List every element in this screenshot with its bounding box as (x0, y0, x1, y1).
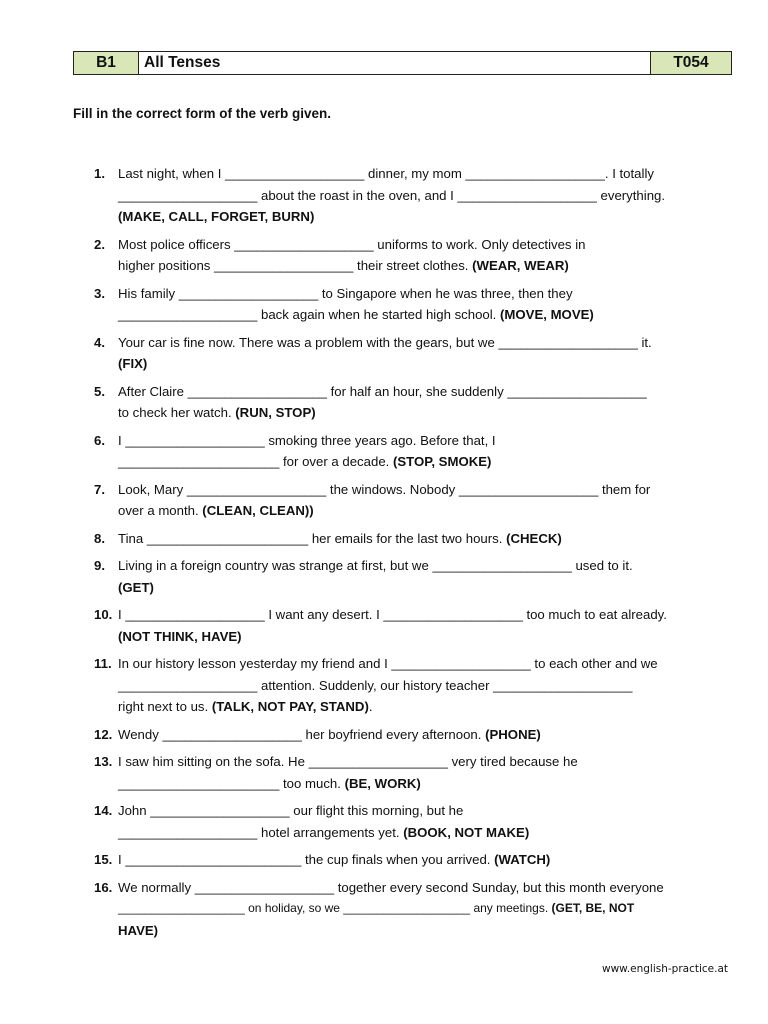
sentence-text: Last night, when I ___________________ dinner, my mom ___________________. I totally (118, 166, 654, 181)
item-line (118, 800, 734, 822)
item-line (118, 724, 734, 746)
item-line (118, 849, 734, 871)
verb-hint: (NOT THINK, HAVE) (118, 628, 242, 644)
item-line (118, 185, 734, 207)
sentence-text: ___________________ about the roast in the oven, and I ___________________ everything. (118, 187, 666, 203)
item-line (118, 500, 734, 522)
item-number: 4. (94, 334, 105, 350)
sentence-text: We normally ___________________ together every second Sunday, but this month everyone (118, 879, 664, 895)
sentence-text: higher positions ___________________ their street clothes. (118, 258, 473, 273)
level-label: B1 (74, 52, 139, 74)
exercise-item (94, 528, 734, 550)
item-number: 9. (94, 558, 105, 573)
item-line (118, 898, 734, 920)
sentence-text: Look, Mary ___________________ the windows. Nobody ___________________ them for (118, 481, 651, 497)
worksheet-header (73, 51, 732, 75)
exercise-item (94, 555, 734, 598)
exercise-item (94, 849, 734, 871)
item-number: 15. (94, 852, 113, 867)
exercise-item (94, 877, 734, 942)
exercise-list (94, 163, 734, 947)
exercise-item (94, 332, 734, 375)
item-number: 14. (94, 803, 113, 818)
item-line (118, 675, 734, 697)
item-number: 5. (94, 383, 105, 399)
sentence-text: ___________________ on holiday, so we ___________________ any meetings. (118, 901, 552, 915)
sentence-text: ___________________ hotel arrangements yet. (118, 824, 404, 840)
sentence-text: right next to us. (118, 699, 212, 714)
sentence-text: I saw him sitting on the sofa. He ___________________ very tired because he (118, 754, 578, 769)
item-number: 2. (94, 236, 105, 252)
sentence-text: Living in a foreign country was strange at first, but we ___________________ used to it. (118, 558, 633, 573)
sentence-text: John ___________________ our flight this morning, but he (118, 803, 464, 818)
item-number: 7. (94, 481, 105, 497)
item-text (118, 234, 734, 277)
item-text (118, 163, 734, 228)
item-text (118, 800, 734, 843)
item-text (118, 430, 734, 473)
item-line (118, 332, 734, 354)
item-line (118, 653, 734, 675)
sentence-text: ___________________ back again when he started high school. (118, 307, 501, 322)
sentence-text: I ___________________ I want any desert. I ___________________ too much to eat already. (118, 607, 667, 622)
item-line (118, 381, 734, 403)
footer-url: www.english-practice.at (601, 963, 728, 975)
trailing-punctuation: . (368, 699, 373, 714)
item-line (118, 626, 734, 648)
verb-hint: (BE, WORK) (344, 775, 421, 791)
verb-hint: (FIX) (118, 356, 148, 371)
worksheet-code: T054 (651, 52, 731, 74)
sentence-text: In our history lesson yesterday my friend and I ___________________ to each other and we (118, 656, 658, 671)
item-text (118, 381, 734, 424)
sentence-text: His family ___________________ to Singapore when he was three, then they (118, 285, 573, 301)
item-text (118, 724, 734, 746)
exercise-item (94, 283, 734, 326)
exercise-item (94, 604, 734, 647)
item-line (118, 353, 734, 375)
exercise-item (94, 724, 734, 746)
item-line (118, 283, 734, 305)
exercise-item (94, 430, 734, 473)
verb-hint: (WEAR, WEAR) (472, 258, 569, 273)
item-line (118, 402, 734, 424)
worksheet-title: All Tenses (139, 52, 651, 74)
sentence-text: ___________________ attention. Suddenly, our history teacher ___________________ (118, 677, 633, 693)
sentence-text: over a month. (118, 503, 203, 518)
item-line (118, 255, 734, 277)
item-number: 16. (94, 879, 113, 895)
verb-hint: (MAKE, CALL, FORGET, BURN) (118, 209, 315, 224)
item-text (118, 849, 734, 871)
item-line (118, 604, 734, 626)
sentence-text: I ________________________ the cup finals when you arrived. (118, 852, 495, 867)
verb-hint: (MOVE, MOVE) (500, 307, 594, 322)
verb-hint: (RUN, STOP) (235, 405, 316, 420)
item-line (118, 304, 734, 326)
sentence-text: Your car is fine now. There was a problem with the gears, but we ___________________ it. (118, 334, 652, 350)
sentence-text: to check her watch. (118, 405, 236, 420)
item-text (118, 653, 734, 718)
item-line (118, 163, 734, 185)
item-text (118, 332, 734, 375)
exercise-item (94, 163, 734, 228)
sentence-text: ______________________ too much. (118, 775, 345, 791)
exercise-item (94, 234, 734, 277)
item-number: 13. (94, 754, 113, 769)
verb-hint: (GET, BE, NOT (551, 901, 635, 915)
sentence-text: Tina ______________________ her emails for the last two hours. (118, 530, 507, 546)
item-text (118, 283, 734, 326)
sentence-text: ______________________ for over a decade. (118, 454, 393, 469)
item-line (118, 479, 734, 501)
item-number: 8. (94, 530, 105, 546)
verb-hint: (GET) (118, 579, 154, 595)
item-line (118, 751, 734, 773)
verb-hint: HAVE) (118, 922, 159, 938)
sentence-text: I ___________________ smoking three years ago. Before that, I (118, 432, 496, 448)
verb-hint: (CLEAN, CLEAN)) (202, 503, 314, 518)
item-text (118, 604, 734, 647)
verb-hint: (PHONE) (485, 726, 541, 742)
item-line (118, 920, 734, 942)
item-line (118, 430, 734, 452)
item-number: 6. (94, 432, 105, 448)
item-number: 3. (94, 285, 105, 301)
verb-hint: (BOOK, NOT MAKE) (403, 824, 530, 840)
verb-hint: (TALK, NOT PAY, STAND) (211, 699, 369, 714)
item-line (118, 528, 734, 550)
item-line (118, 234, 734, 256)
item-number: 12. (94, 726, 113, 742)
verb-hint: (STOP, SMOKE) (392, 454, 492, 469)
item-text (118, 479, 734, 522)
item-line (118, 822, 734, 844)
sentence-text: Wendy ___________________ her boyfriend every afternoon. (118, 726, 486, 742)
item-number: 10. (94, 607, 113, 622)
item-line (118, 877, 734, 899)
exercise-item (94, 800, 734, 843)
item-text (118, 555, 734, 598)
item-text (118, 751, 734, 794)
item-number: 1. (94, 166, 105, 181)
item-line (118, 555, 734, 577)
item-text (118, 877, 734, 942)
verb-hint: (CHECK) (506, 530, 562, 546)
exercise-item (94, 751, 734, 794)
item-line (118, 696, 734, 718)
exercise-item (94, 381, 734, 424)
exercise-item (94, 653, 734, 718)
verb-hint: (WATCH) (494, 852, 551, 867)
item-line (118, 577, 734, 599)
item-line (118, 773, 734, 795)
item-line (118, 206, 734, 228)
sentence-text: After Claire ___________________ for half an hour, she suddenly ___________________ (118, 383, 647, 399)
item-line (118, 451, 734, 473)
sentence-text: Most police officers ___________________ uniforms to work. Only detectives in (118, 236, 586, 252)
exercise-item (94, 479, 734, 522)
instruction-text: Fill in the correct form of the verb given. (73, 106, 332, 121)
item-text (118, 528, 734, 550)
item-number: 11. (94, 656, 112, 671)
